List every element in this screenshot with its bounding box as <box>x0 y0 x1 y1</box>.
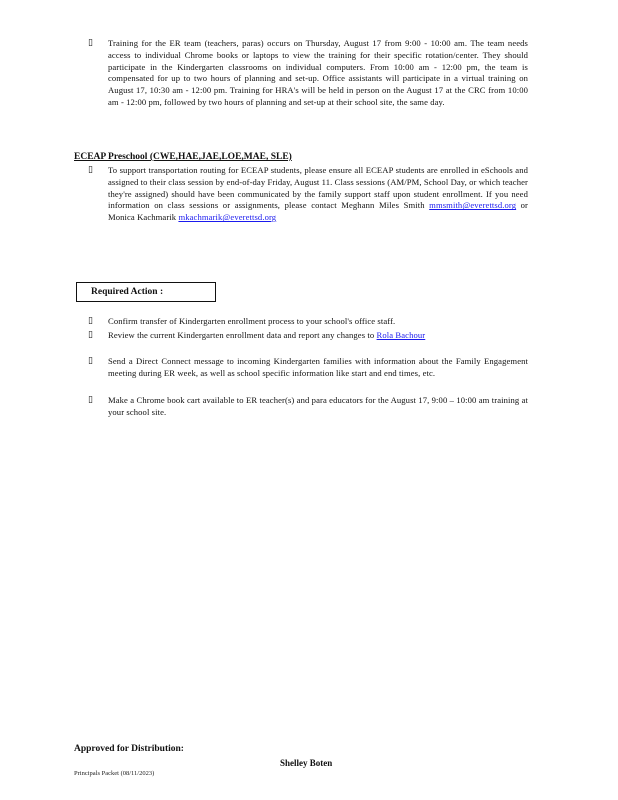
eceap-connector: or Monica Kachmarik <box>108 200 529 223</box>
signer-name: Shelley Boten <box>280 758 333 768</box>
bullet-icon: ▯ <box>88 356 93 366</box>
action-item-text-block <box>108 330 528 342</box>
footer-text: Principals Packet (08/11/2023) <box>74 770 155 777</box>
training-text: Training for the ER team (teachers, paras) occurs on Thursday, August 17 from 9:00 - 10:00 am. The team needs access to individual Chrome books or laptops to view the training for their specific rotation/center. They should participate in the Kindergarten classrooms on individual computers. From 10:00 am - 12:00 pm, the team is compensated for up to two hours of planning and set-up. Office assistants will participate in a virtual training on August 17, 10:30 am - 12:00 pm. Training for HRA's will be held in person on the August 17 at the CRC from 10:00 am - 12:00 pm, followed by two hours of planning and set-up at their school site, the same day. <box>108 38 528 107</box>
required-action-label: Required Action : <box>91 287 164 297</box>
required-action-box <box>76 282 216 302</box>
approved-label: Approved for Distribution: <box>74 744 184 754</box>
bullet-icon: ▯ <box>88 165 93 175</box>
email-link-mkachmarik[interactable]: mkachmarik@everettsd.org <box>178 212 277 223</box>
action-item <box>88 395 528 419</box>
action-item-text: Review the current Kindergarten enrollment data and report any changes to <box>108 330 375 340</box>
bullet-icon: ▯ <box>88 38 93 48</box>
eceap-item <box>88 165 528 224</box>
action-item-text: Send a Direct Connect message to incoming Kindergarten families with information about the Family Engagement meeting during ER week, as well as school specific information like start and end times, etc. <box>108 356 528 378</box>
eceap-text-block <box>108 165 528 224</box>
action-item <box>88 356 528 380</box>
bullet-icon: ▯ <box>88 316 93 326</box>
rola-bachour-link[interactable]: Rola Bachour <box>376 330 426 340</box>
training-item <box>88 38 528 109</box>
bullet-icon: ▯ <box>88 330 93 340</box>
bullet-icon: ▯ <box>88 395 93 405</box>
action-item-text: Make a Chrome book cart available to ER teacher(s) and para educators for the August 17, 9:00 – 10:00 am training at your school site. <box>108 395 528 417</box>
eceap-heading: ECEAP Preschool (CWE,HAE,JAE,LOE,MAE, SLE) <box>74 152 292 162</box>
action-item-text: Confirm transfer of Kindergarten enrollment process to your school's office staff. <box>108 316 396 326</box>
action-item <box>88 316 528 328</box>
eceap-text: To support transportation routing for ECEAP students, please ensure all ECEAP students are enrolled in eSchools and assigned to their class session by end-of-day Friday, August 11. Class sessions (AM/PM, School Day, or which teacher they're assigned) should have been communicated by the family support staff upon student enrollment. If you need information on class sessions or assignments, please contact Meghann Miles Smith <box>108 165 528 211</box>
email-link-mmsmith[interactable]: mmsmith@everettsd.org <box>429 200 517 211</box>
action-item <box>88 330 528 342</box>
